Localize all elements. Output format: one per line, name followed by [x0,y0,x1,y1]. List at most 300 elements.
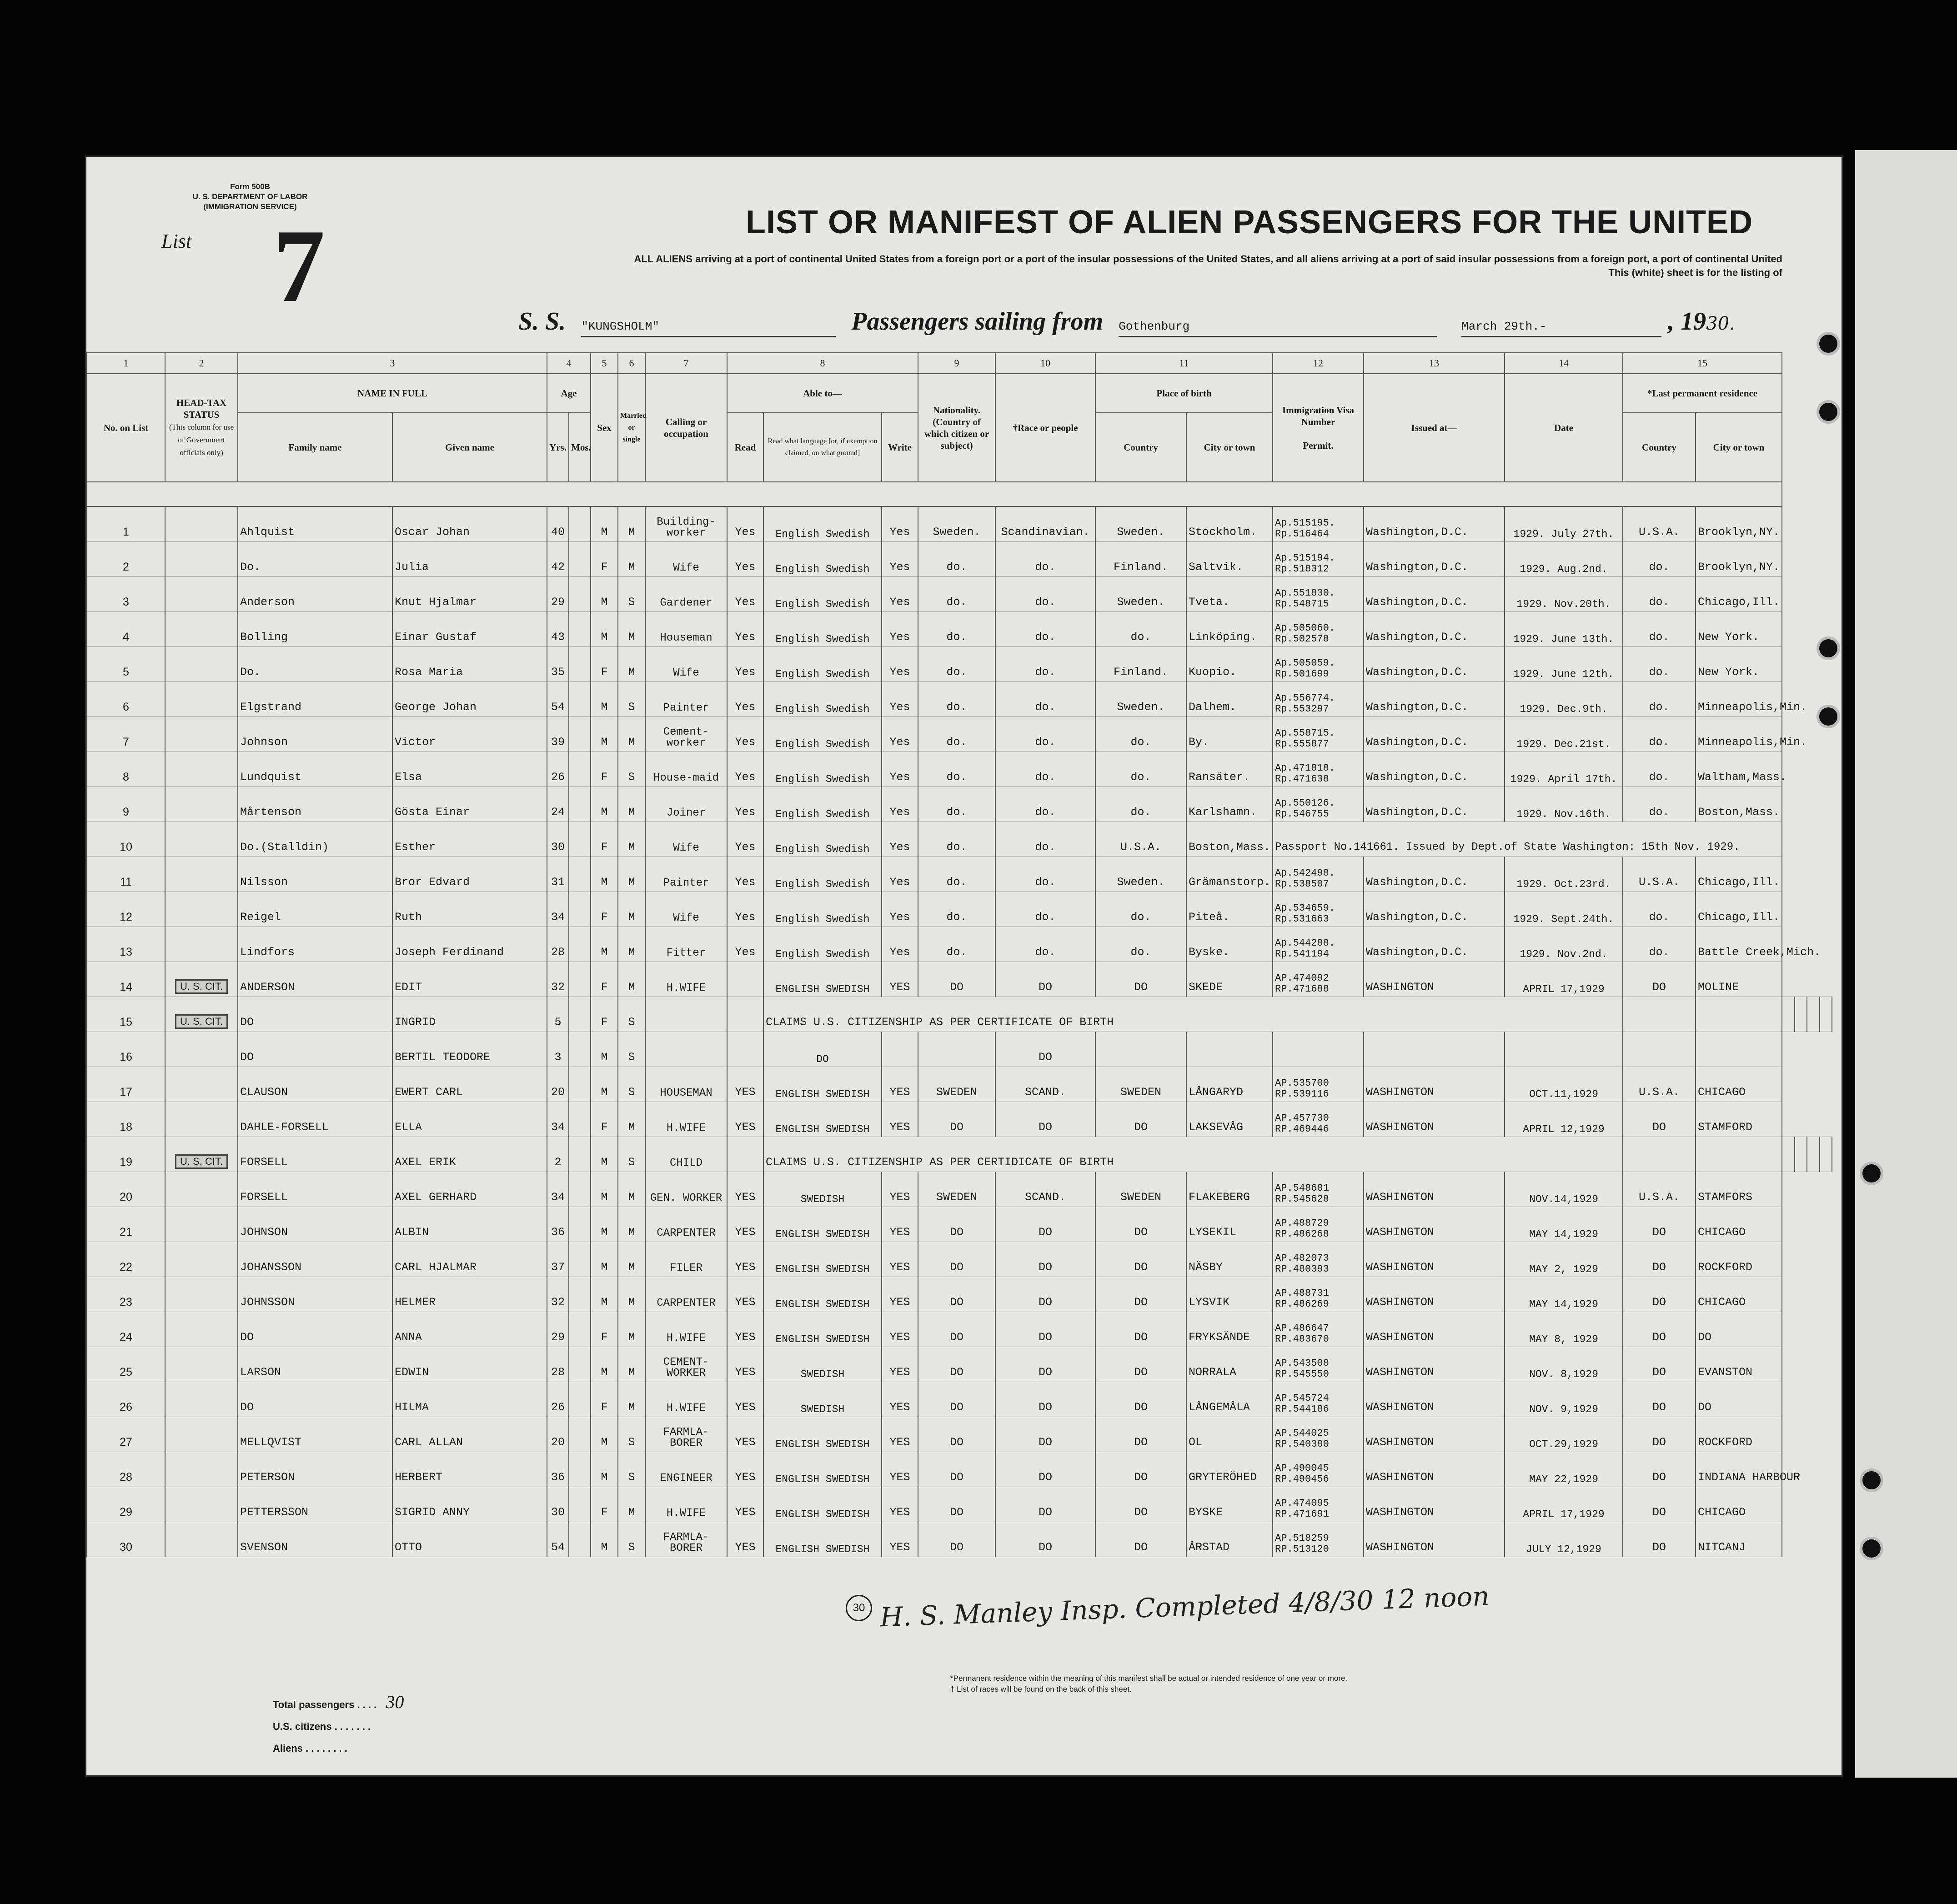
age-months [569,647,591,682]
read: Yes [727,506,763,542]
head-tax-status [165,997,238,1032]
write: YES [882,1452,918,1487]
col-num: 15 [1623,353,1782,374]
residence-country: DO [1623,1417,1696,1452]
sex: F [591,1487,618,1522]
issued-at: WASHINGTON [1364,1242,1505,1277]
residence-city: Minneapolis,Min. [1696,682,1782,717]
sex: M [591,1207,618,1242]
visa-date: 1929. June 13th. [1505,612,1623,647]
given-name: Elsa [392,752,547,787]
header-visa-number: Immigration Visa Number Permit. [1273,374,1364,482]
department-name: U. S. DEPARTMENT OF LABOR [192,192,308,201]
occupation: House-maid [645,752,727,787]
issued-at: Washington,D.C. [1364,577,1505,612]
visa-number: Ap.471818. Rp.471638 [1273,752,1364,787]
visa-number: Ap.534659. Rp.531663 [1273,892,1364,927]
residence-city: ROCKFORD [1696,1417,1782,1452]
read [727,1137,763,1172]
passenger-row [87,717,1832,752]
marital-status: M [618,892,645,927]
birth-country: DO [1095,1312,1186,1347]
age-months [569,1137,591,1172]
nationality: DO [918,1452,995,1487]
total-passengers: Total passengers . . . . 30 [273,1692,404,1712]
given-name: Ruth [392,892,547,927]
row-number: 9 [87,787,165,822]
age-years: 54 [547,1522,569,1557]
residence-country [1623,1032,1696,1067]
read: YES [727,1207,763,1242]
read-language: ENGLISH SWEDISH [763,1207,882,1242]
visa-date: 1929. Dec.21st. [1505,717,1623,752]
passenger-row [87,506,1832,542]
read-language: SWEDISH [763,1172,882,1207]
nationality: do. [918,542,995,577]
empty-cell [1820,997,1832,1032]
age-years: 36 [547,1207,569,1242]
issued-at: WASHINGTON [1364,1102,1505,1137]
row-number: 20 [87,1172,165,1207]
family-name: Anderson [238,577,392,612]
row-number: 12 [87,892,165,927]
sailing-label: Passengers sailing from [851,307,1104,336]
read: Yes [727,612,763,647]
marital-status: S [618,1417,645,1452]
age-years: 31 [547,857,569,892]
race: DO [995,1102,1095,1137]
sex: M [591,1172,618,1207]
sex: M [591,1522,618,1557]
passport-note: Passport No.141661. Issued by Dept.of State Washington: 15th Nov. 1929. [1273,822,1782,857]
nationality: do. [918,577,995,612]
sex: M [591,1347,618,1382]
write: Yes [882,822,918,857]
read: Yes [727,787,763,822]
read-language: DO [763,1032,882,1067]
visa-number: AP.548681 RP.545628 [1273,1172,1364,1207]
family-name: Bolling [238,612,392,647]
birth-country [1095,1032,1186,1067]
header-race: †Race or people [995,374,1095,482]
column-number-row [87,353,1832,374]
ss-label: S. S. [518,307,566,336]
write: YES [882,1312,918,1347]
visa-number: AP.490045 RP.490456 [1273,1452,1364,1487]
nationality: do. [918,892,995,927]
residence-city: INDIANA HARBOUR [1696,1452,1782,1487]
visa-date: 1929. Nov.2nd. [1505,927,1623,962]
family-name: DO [238,1312,392,1347]
race: Scandinavian. [995,506,1095,542]
given-name: AXEL GERHARD [392,1172,547,1207]
passenger-row [87,1382,1832,1417]
residence-city [1696,1032,1782,1067]
race: do. [995,647,1095,682]
passenger-row [87,612,1832,647]
race: do. [995,822,1095,857]
nationality: DO [918,1277,995,1312]
row-number: 14 [87,962,165,997]
race: do. [995,682,1095,717]
birth-country: Sweden. [1095,857,1186,892]
read-language: English Swedish [763,542,882,577]
head-tax-status [165,1277,238,1312]
birth-city: Tveta. [1186,577,1273,612]
residence-city: Chicago,Ill. [1696,577,1782,612]
marital-status: M [618,962,645,997]
family-name: Reigel [238,892,392,927]
head-tax-status [165,1312,238,1347]
read: YES [727,1172,763,1207]
header-row-1 [87,374,1832,413]
age-months [569,1172,591,1207]
footnotes [950,1673,1347,1695]
residence-city: STAMFORS [1696,1172,1782,1207]
age-years: 29 [547,1312,569,1347]
visa-number: AP.474095 RP.471691 [1273,1487,1364,1522]
given-name: EDIT [392,962,547,997]
sex: M [591,612,618,647]
sex: M [591,1137,618,1172]
age-years: 24 [547,787,569,822]
given-name: Gösta Einar [392,787,547,822]
row-number: 8 [87,752,165,787]
occupation: Fitter [645,927,727,962]
intro-line-1: ALL ALIENS arriving at a port of continental United States from a foreign port or a port of the insular possessions of the United States, and all aliens arriving at a port of said insular possessions from a foreign port, a port of continental United [634,253,1782,265]
residence-city: CHICAGO [1696,1487,1782,1522]
birth-city: LYSVIK [1186,1277,1273,1312]
empty-cell [1807,997,1820,1032]
intro-text [418,252,1782,280]
passenger-row [87,1347,1832,1382]
row-number: 3 [87,577,165,612]
read: YES [727,1522,763,1557]
residence-country: U.S.A. [1623,506,1696,542]
visa-number: Ap.515195. Rp.516464 [1273,506,1364,542]
head-tax-status [165,752,238,787]
family-name: Do. [238,542,392,577]
issued-at: Washington,D.C. [1364,927,1505,962]
age-years: 26 [547,752,569,787]
age-months [569,1067,591,1102]
birth-city: GRYTERÖHED [1186,1452,1273,1487]
header-sex: Sex [591,374,618,482]
residence-city: Chicago,Ill. [1696,857,1782,892]
sex: M [591,1277,618,1312]
issued-at: WASHINGTON [1364,962,1505,997]
head-tax-status [165,1102,238,1137]
birth-country: do. [1095,752,1186,787]
nationality: do. [918,822,995,857]
residence-city: Battle Creek,Mich. [1696,927,1782,962]
residence-country: U.S.A. [1623,1172,1696,1207]
sex: M [591,787,618,822]
visa-number: AP.488729 RP.486268 [1273,1207,1364,1242]
marital-status: M [618,1382,645,1417]
family-name: Ahlquist [238,506,392,542]
list-number: 7 [273,208,325,324]
manifest-table [86,352,1832,1557]
marital-status: M [618,717,645,752]
birth-city: NORRALA [1186,1347,1273,1382]
race: do. [995,577,1095,612]
birth-country: SWEDEN [1095,1067,1186,1102]
given-name: ELLA [392,1102,547,1137]
nationality: DO [918,1522,995,1557]
age-years: 30 [547,822,569,857]
given-name: Oscar Johan [392,506,547,542]
passenger-row [87,962,1832,997]
family-name: DO [238,1382,392,1417]
col-num: 5 [591,353,618,374]
birth-country: Finland. [1095,542,1186,577]
visa-number: AP.535700 RP.539116 [1273,1067,1364,1102]
race: SCAND. [995,1067,1095,1102]
birth-city: Saltvik. [1186,542,1273,577]
header-read-language: Read what language [or, if exemption claimed, on what ground] [763,413,882,482]
residence-city: Brooklyn,NY. [1696,506,1782,542]
marital-status: M [618,1207,645,1242]
us-citizens: U.S. citizens . . . . . . . [273,1721,371,1732]
write: YES [882,1067,918,1102]
visa-number: Ap.550126. Rp.546755 [1273,787,1364,822]
birth-city: NÄSBY [1186,1242,1273,1277]
empty-cell [1807,1137,1820,1172]
age-months [569,1032,591,1067]
write: Yes [882,612,918,647]
write: Yes [882,857,918,892]
given-name: HILMA [392,1382,547,1417]
age-months [569,1522,591,1557]
col-num: 12 [1273,353,1364,374]
header-head-tax: HEAD-TAX STATUS (This column for use of Government officials only) [165,374,238,482]
col-num: 14 [1505,353,1623,374]
head-tax-status [165,787,238,822]
marital-status: S [618,1067,645,1102]
residence-city: CHICAGO [1696,1277,1782,1312]
read: Yes [727,717,763,752]
visa-number: AP.544025 RP.540380 [1273,1417,1364,1452]
occupation: CEMENT-WORKER [645,1347,727,1382]
age-years: 39 [547,717,569,752]
footnote-races: † List of races will be found on the back of this sheet. [950,1685,1132,1694]
header-issued-at: Issued at— [1364,374,1505,482]
given-name: AXEL ERIK [392,1137,547,1172]
family-name: Johnson [238,717,392,752]
age-months [569,1312,591,1347]
row-number: 17 [87,1067,165,1102]
visa-number: AP.518259 RP.513120 [1273,1522,1364,1557]
intro-line-2: This (white) sheet is for the listing of [1608,267,1782,278]
family-name: Nilsson [238,857,392,892]
head-tax-status [165,682,238,717]
age-years: 36 [547,1452,569,1487]
sex: F [591,822,618,857]
family-name: JOHANSSON [238,1242,392,1277]
birth-city: BYSKE [1186,1487,1273,1522]
row-number: 29 [87,1487,165,1522]
race: DO [995,1207,1095,1242]
age-years: 32 [547,962,569,997]
visa-date: NOV.14,1929 [1505,1172,1623,1207]
occupation: ENGINEER [645,1452,727,1487]
visa-number: Ap.505059. Rp.501699 [1273,647,1364,682]
head-tax-status [165,927,238,962]
age-years: 3 [547,1032,569,1067]
birth-city: FLAKEBERG [1186,1172,1273,1207]
write: YES [882,1347,918,1382]
list-label: List [161,230,192,252]
nationality: do. [918,752,995,787]
head-tax-status [165,717,238,752]
occupation: H.WIFE [645,962,727,997]
issued-at: Washington,D.C. [1364,506,1505,542]
residence-country: DO [1623,1207,1696,1242]
visa-number: AP.474092 RP.471688 [1273,962,1364,997]
age-months [569,577,591,612]
head-tax-status [165,1067,238,1102]
age-months [569,1207,591,1242]
nationality: SWEDEN [918,1172,995,1207]
given-name: EDWIN [392,1347,547,1382]
birth-city: LYSEKIL [1186,1207,1273,1242]
race: do. [995,542,1095,577]
head-tax-note: (This column for use of Government officials only) [169,423,234,457]
empty-cell [1795,1137,1807,1172]
row-number: 18 [87,1102,165,1137]
occupation: Gardener [645,577,727,612]
aliens: Aliens . . . . . . . . [273,1743,347,1754]
age-months [569,1347,591,1382]
given-name: Bror Edvard [392,857,547,892]
marital-status: M [618,506,645,542]
write: YES [882,1417,918,1452]
birth-city [1186,1032,1273,1067]
residence-city: DO [1696,1312,1782,1347]
passenger-row [87,892,1832,927]
col-num: 9 [918,353,995,374]
occupation: Cement-worker [645,717,727,752]
residence-country: DO [1623,1242,1696,1277]
read-language: English Swedish [763,612,882,647]
row-number: 6 [87,682,165,717]
race: DO [995,1417,1095,1452]
residence-city: CHICAGO [1696,1067,1782,1102]
head-tax-status [165,506,238,542]
race: do. [995,927,1095,962]
read: YES [727,1102,763,1137]
nationality: SWEDEN [918,1067,995,1102]
page-title: LIST OR MANIFEST OF ALIEN PASSENGERS FOR THE UNITED [746,204,1753,241]
residence-city: New York. [1696,612,1782,647]
visa-date: APRIL 17,1929 [1505,962,1623,997]
write: YES [882,1277,918,1312]
visa-number: Ap.551830. Rp.548715 [1273,577,1364,612]
residence-country: do. [1623,787,1696,822]
age-years: 34 [547,1102,569,1137]
occupation: Painter [645,857,727,892]
head-tax-status [165,647,238,682]
race: do. [995,752,1095,787]
header-res-country: Country [1623,413,1696,482]
birth-city: Linköping. [1186,612,1273,647]
sex: F [591,1312,618,1347]
passenger-row [87,647,1832,682]
read [727,962,763,997]
nationality: do. [918,682,995,717]
race: SCAND. [995,1172,1095,1207]
occupation: H.WIFE [645,1382,727,1417]
read-language: ENGLISH SWEDISH [763,962,882,997]
occupation: CARPENTER [645,1207,727,1242]
marital-status: M [618,1102,645,1137]
read: Yes [727,857,763,892]
write: YES [882,1382,918,1417]
residence-city: NITCANJ [1696,1522,1782,1557]
given-name: SIGRID ANNY [392,1487,547,1522]
row-number: 7 [87,717,165,752]
marital-status: M [618,822,645,857]
issued-at [1364,1032,1505,1067]
birth-country: DO [1095,1347,1186,1382]
visa-date: NOV. 9,1929 [1505,1382,1623,1417]
passenger-row [87,927,1832,962]
birth-country: DO [1095,1382,1186,1417]
row-number: 21 [87,1207,165,1242]
read: Yes [727,822,763,857]
visa-number: Ap.558715. Rp.555877 [1273,717,1364,752]
marital-status: M [618,647,645,682]
issued-at: Washington,D.C. [1364,857,1505,892]
residence-country: DO [1623,1382,1696,1417]
marital-status: M [618,1277,645,1312]
visa-date: MAY 2, 1929 [1505,1242,1623,1277]
sex: F [591,962,618,997]
passenger-row [87,997,1832,1032]
marital-status: M [618,1487,645,1522]
birth-city: OL [1186,1417,1273,1452]
given-name: Rosa Maria [392,647,547,682]
header-place-of-birth: Place of birth [1095,374,1273,413]
visa-number: AP.545724 RP.544186 [1273,1382,1364,1417]
residence-country: do. [1623,612,1696,647]
family-name: Do.(Stalldin) [238,822,392,857]
marital-status: S [618,997,645,1032]
visa-date: 1929. Aug.2nd. [1505,542,1623,577]
issued-at: WASHINGTON [1364,1417,1505,1452]
family-name: PETERSON [238,1452,392,1487]
row-number: 26 [87,1382,165,1417]
age-years: 26 [547,1382,569,1417]
passenger-row [87,1032,1832,1067]
marital-status: S [618,1522,645,1557]
nationality: DO [918,1102,995,1137]
read: Yes [727,647,763,682]
passenger-row [87,1067,1832,1102]
read: YES [727,1417,763,1452]
header-nationality: Nationality. (Country of which citizen or subject) [918,374,995,482]
read: Yes [727,542,763,577]
empty-cell [1696,997,1782,1032]
given-name: CARL ALLAN [392,1417,547,1452]
footnote-residence: *Permanent residence within the meaning of this manifest shall be actual or intended residence of one year or more. [950,1674,1348,1683]
birth-city: Boston,Mass. [1186,822,1273,857]
read-language: English Swedish [763,892,882,927]
read-language: English Swedish [763,717,882,752]
row-number: 11 [87,857,165,892]
birth-city: FRYKSÄNDE [1186,1312,1273,1347]
